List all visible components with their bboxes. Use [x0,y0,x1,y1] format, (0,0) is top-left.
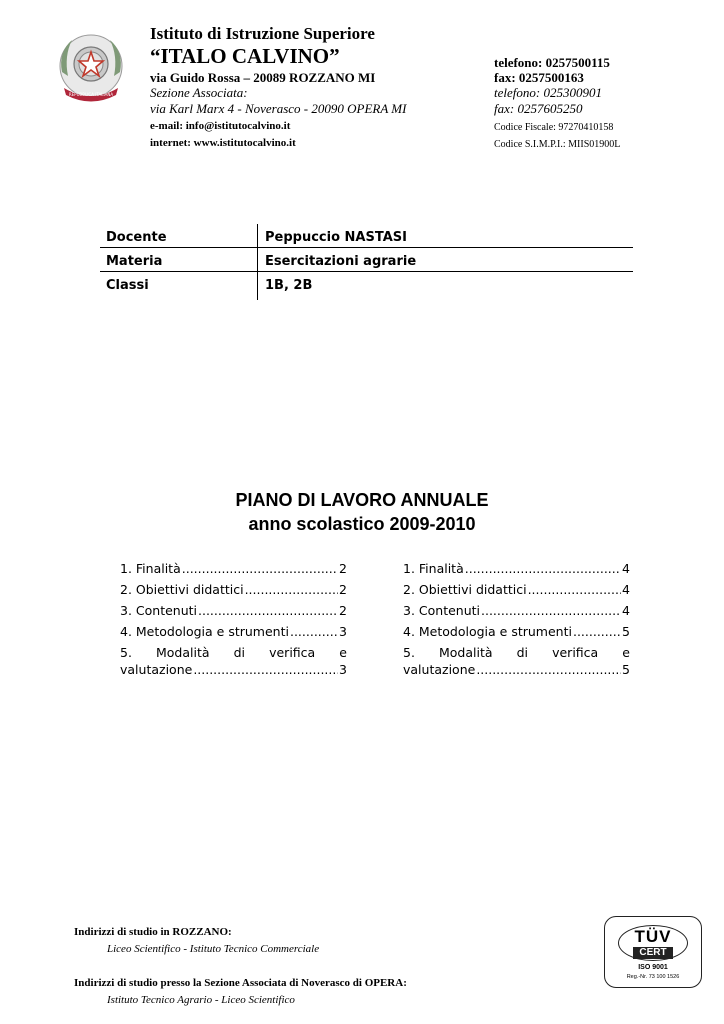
toc-entry[interactable] [120,582,347,603]
classes-value: 1B, 2B [265,278,313,293]
toc-page-number: 2 [339,582,347,597]
fiscal-code: Codice Fiscale: 97270410158 [494,122,614,133]
toc-word: di [233,645,246,660]
toc-word: Modalità [439,645,493,660]
rozzano-courses: Liceo Scientifico - Istituto Tecnico Commerciale [107,943,320,955]
internet-text: internet: www.istitutocalvino.it [150,137,296,149]
opera-courses: Istituto Tecnico Agrario - Liceo Scientifico [107,994,295,1006]
toc-entry-title [120,645,347,662]
toc-leader [182,561,338,576]
tuv-cert-badge [604,916,702,988]
toc-word: verifica [269,645,316,660]
associated-section-label: Sezione Associata: [150,85,248,100]
toc-leader [528,582,621,597]
table-row [100,224,633,248]
toc-page-number: 4 [622,561,630,576]
toc-right [403,561,630,680]
toc-leader [573,624,621,639]
opera-courses-heading: Indirizzi di studio presso la Sezione Associata di Noverasco di OPERA: [74,977,407,989]
toc-entry[interactable] [403,603,630,624]
toc-page-number: 2 [339,561,347,576]
table-row [100,248,633,272]
toc-entry[interactable] [120,645,347,680]
toc-entry-title [403,645,630,662]
toc-leader [290,624,338,639]
toc-leader [245,582,338,597]
toc-entry[interactable] [403,561,630,582]
toc-page-number: 3 [339,662,347,677]
toc-entry-title: 1. Finalità [403,561,464,576]
toc-word: 5. [403,645,415,660]
emblem-ribbon-text: REPUBBLICA ITALIANA [68,92,114,97]
toc-entry-title-cont: valutazione [403,662,476,677]
school-year: anno scolastico 2009-2010 [248,514,476,534]
rozzano-courses-heading: Indirizzi di studio in ROZZANO: [74,926,232,938]
toc-entry[interactable] [120,561,347,582]
subject-value: Esercitazioni agrarie [265,254,417,269]
toc-entry-title: 2. Obiettivi didattici [403,582,527,597]
toc-page-number: 5 [622,624,630,639]
email-text: e-mail: info@istitutocalvino.it [150,120,291,132]
institute-name: “ITALO CALVINO” [150,44,340,68]
teacher-label: Docente [106,230,167,245]
toc-leader [476,662,621,677]
toc-word: 5. [120,645,132,660]
toc-left [120,561,347,680]
toc-leader [465,561,621,576]
toc-entry[interactable] [403,582,630,603]
toc-page-number: 2 [339,603,347,618]
associated-fax: fax: 0257605250 [494,101,583,116]
toc-page-number: 3 [339,624,347,639]
toc-leader [481,603,621,618]
toc-entry-title-cont: valutazione [120,662,193,677]
toc-entry-title: 2. Obiettivi didattici [120,582,244,597]
teacher-value: Peppuccio NASTASI [265,230,407,245]
italian-republic-emblem [50,32,132,106]
toc-entry[interactable] [120,624,347,645]
tuv-cert-text: CERT [633,947,673,959]
toc-leader [198,603,338,618]
toc-entry-title: 3. Contenuti [120,603,198,618]
toc-word: verifica [552,645,599,660]
associated-phone: telefono: 025300901 [494,85,602,100]
toc-word: e [339,645,347,660]
classes-label: Classi [106,278,149,293]
tuv-brand: TÜV [634,927,672,946]
toc-entry-title: 1. Finalità [120,561,181,576]
iso-label: ISO 9001 [638,964,668,971]
main-phone: telefono: 0257500115 [494,55,610,70]
table-row [100,272,633,296]
subject-label: Materia [106,254,163,269]
simpi-code: Codice S.I.M.P.I.: MIIS01900L [494,139,621,150]
toc-leader [193,662,338,677]
toc-page-number: 4 [622,603,630,618]
toc-entry-title: 4. Metodologia e strumenti [403,624,572,639]
toc-page-number: 4 [622,582,630,597]
toc-page-number: 5 [622,662,630,677]
toc-word: e [622,645,630,660]
toc-word: Modalità [156,645,210,660]
toc-entry-title: 4. Metodologia e strumenti [120,624,289,639]
associated-address: via Karl Marx 4 - Noverasco - 20090 OPERA MI [150,101,407,116]
toc-entry[interactable] [403,645,630,680]
toc-word: di [516,645,529,660]
toc-entry[interactable] [120,603,347,624]
toc-entry[interactable] [403,624,630,645]
toc-entry-title: 3. Contenuti [403,603,481,618]
document-title: PIANO DI LAVORO ANNUALE [235,490,489,510]
institute-type: Istituto di Istruzione Superiore [150,24,375,43]
registration-number: Reg.-Nr. 73 100 1526 [626,974,680,980]
main-fax: fax: 0257500163 [494,70,584,85]
main-address: via Guido Rossa – 20089 ROZZANO MI [150,70,376,85]
